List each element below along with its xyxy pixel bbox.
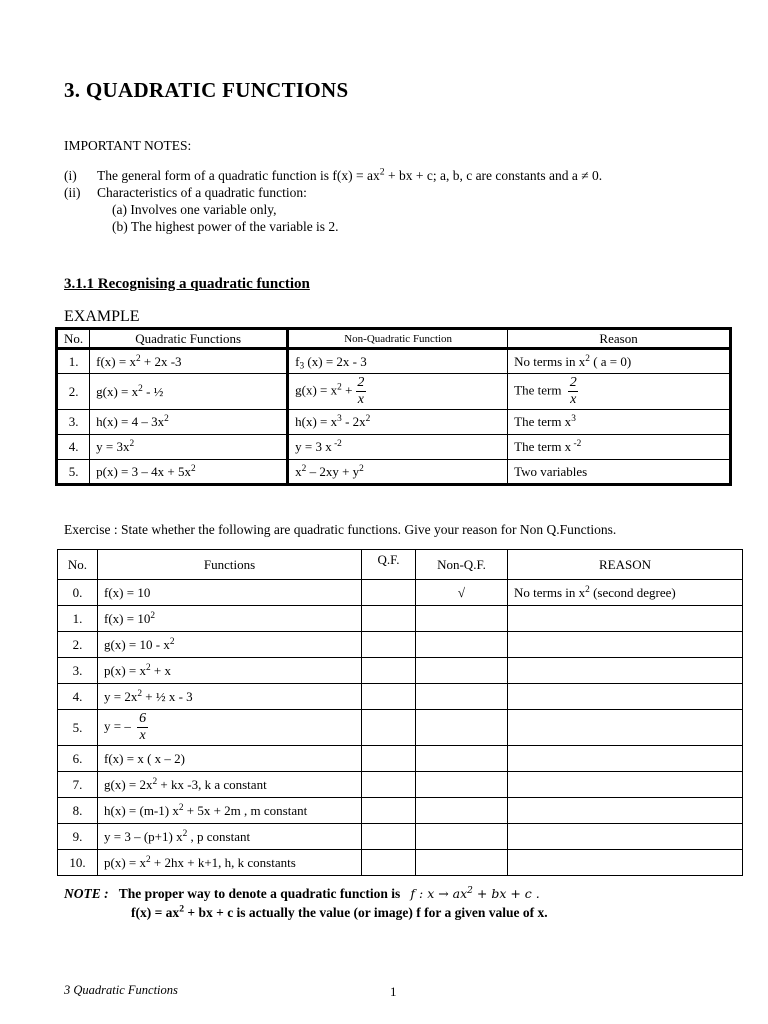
note-i-number: (i) — [64, 168, 77, 183]
quadratic-cell: $f(x) = x^2 + 2x$ -3 — [90, 349, 288, 374]
page-title: 3. QUADRATIC FUNCTIONS — [64, 78, 349, 102]
fraction: $\frac{2}{x}$ — [569, 375, 577, 407]
note-ii-number: (ii) — [64, 185, 81, 200]
function-cell: $p(x) = x^2 + x$ — [98, 658, 362, 684]
qf-answer-cell[interactable] — [362, 684, 416, 710]
qf-answer-cell[interactable] — [362, 658, 416, 684]
header-non-quadratic: Non-Quadratic Function — [288, 329, 508, 349]
reason-cell: The term $x^3$ — [508, 410, 731, 435]
page-number: 1 — [390, 984, 397, 999]
quadratic-cell: $p(x) = 3 - 4x + 5x^2$ — [90, 460, 288, 485]
header-functions: Functions — [98, 550, 362, 580]
exercise-table — [57, 549, 743, 876]
non-qf-answer-cell[interactable] — [416, 710, 508, 746]
header-reason: REASON — [508, 550, 743, 580]
header-reason: Reason — [508, 329, 731, 349]
reason-answer-cell[interactable] — [508, 710, 743, 746]
reason-cell: No terms in $x^2$ ( a = 0) — [508, 349, 731, 374]
non-qf-answer-cell[interactable] — [416, 684, 508, 710]
reason-answer-cell[interactable] — [508, 798, 743, 824]
reason-answer-cell[interactable] — [508, 772, 743, 798]
table-row: 3. $p(x) = x^2 + x$ — [58, 658, 743, 684]
table-row: 5. y = – $\frac{6}{x}$ — [58, 710, 743, 746]
qf-answer-cell[interactable] — [362, 746, 416, 772]
example-table — [55, 327, 732, 486]
reason-answer-cell[interactable] — [508, 824, 743, 850]
function-cell: h(x) = (m-1) $x^2 + 5x + 2m$ , m constant — [98, 798, 362, 824]
non-qf-answer-cell[interactable] — [416, 658, 508, 684]
notes-heading: IMPORTANT NOTES: — [64, 138, 192, 153]
qf-answer-cell[interactable] — [362, 798, 416, 824]
qf-answer-cell[interactable] — [362, 850, 416, 876]
note-label: NOTE : — [64, 886, 109, 901]
table-row: 4. $y = 2x^2$ + ½ x - 3 — [58, 684, 743, 710]
quadratic-cell: $h(x) = 4 - 3x^2$ — [90, 410, 288, 435]
table-row: 9. y = 3 – (p+1) $x^2$ , p constant — [58, 824, 743, 850]
non-quadratic-cell: $g(x) = x^2$ + $\frac{2}{x}$ — [288, 374, 508, 410]
exercise-instruction: Exercise : State whether the following are quadratic functions. Give your reason for Non Q.Functions. — [64, 522, 617, 537]
table-row: 5. $p(x) = 3 - 4x + 5x^2$ $x^2 - 2xy + y^2$ Two variables — [57, 460, 731, 485]
header-qf: Q.F. — [362, 550, 416, 580]
qf-answer-cell[interactable] — [362, 606, 416, 632]
function-cell: $p(x) = x^2 + 2hx + k+1$, h, k constants — [98, 850, 362, 876]
section-heading: 3.1.1 Recognising a quadratic function — [64, 276, 310, 292]
function-cell: $g(x) = 2x^2$ + kx -3, k a constant — [98, 772, 362, 798]
reason-answer-cell[interactable] — [508, 684, 743, 710]
note-i — [64, 168, 602, 184]
table-row: 6. f(x) = x ( x – 2) — [58, 746, 743, 772]
reason-answer-cell[interactable]: No terms in $x^2$ (second degree) — [508, 580, 743, 606]
qf-answer-cell[interactable] — [362, 824, 416, 850]
non-qf-answer-cell[interactable] — [416, 746, 508, 772]
reason-answer-cell[interactable] — [508, 746, 743, 772]
non-quadratic-cell: y = 3 x $^{-2}$ — [288, 435, 508, 460]
non-qf-answer-cell[interactable] — [416, 850, 508, 876]
non-qf-answer-cell[interactable]: √ — [416, 580, 508, 606]
note-ii-text: Characteristics of a quadratic function: — [97, 185, 307, 200]
example-table-header — [57, 329, 731, 349]
reason-cell: The term $\frac{2}{x}$ — [508, 374, 731, 410]
function-cell: $f(x) = 10^2$ — [98, 606, 362, 632]
function-cell: $y = 2x^2$ + ½ x - 3 — [98, 684, 362, 710]
header-quadratic: Quadratic Functions — [90, 329, 288, 349]
reason-answer-cell[interactable] — [508, 850, 743, 876]
qf-answer-cell[interactable] — [362, 710, 416, 746]
function-notation: f : $x \to ax^2$ + bx + c . — [410, 886, 540, 901]
footer-title: 3 Quadratic Functions — [64, 983, 178, 997]
exercise-table-header — [58, 550, 743, 580]
non-qf-answer-cell[interactable] — [416, 632, 508, 658]
function-cell: f(x) = 10 — [98, 580, 362, 606]
header-no: No. — [57, 329, 90, 349]
non-quadratic-cell: $x^2 - 2xy + y^2$ — [288, 460, 508, 485]
table-row: 10. $p(x) = x^2 + 2hx + k+1$, h, k constants — [58, 850, 743, 876]
fraction: $\frac{6}{x}$ — [139, 711, 147, 743]
reason-answer-cell[interactable] — [508, 606, 743, 632]
table-row: 2. $g(x) = 10 - x^2$ — [58, 632, 743, 658]
non-qf-answer-cell[interactable] — [416, 772, 508, 798]
qf-answer-cell[interactable] — [362, 580, 416, 606]
qf-answer-cell[interactable] — [362, 632, 416, 658]
note-ii — [64, 185, 307, 201]
quadratic-cell: $g(x) = x^2$ - ½ — [90, 374, 288, 410]
reason-answer-cell[interactable] — [508, 632, 743, 658]
reason-cell: The term x $^{-2}$ — [508, 435, 731, 460]
table-row: 1. $f(x) = 10^2$ — [58, 606, 743, 632]
function-cell: $g(x) = 10 - x^2$ — [98, 632, 362, 658]
note-ii-b: (b) The highest power of the variable is 2. — [112, 219, 339, 234]
note-line-1: NOTE : The proper way to denote a quadratic function is f : $x \to ax^2$ + bx + c . — [64, 886, 540, 901]
non-qf-answer-cell[interactable] — [416, 606, 508, 632]
function-cell: y = 3 – (p+1) $x^2$ , p constant — [98, 824, 362, 850]
table-row: 3. $h(x) = 4 - 3x^2$ $h(x) = x^3 - 2x^2$ The term $x^3$ — [57, 410, 731, 435]
function-cell: y = – $\frac{6}{x}$ — [98, 710, 362, 746]
table-row: 2. $g(x) = x^2$ - ½ $g(x) = x^2$ + $\frac{2}{x}$ The term $\frac{2}{x}$ — [57, 374, 731, 410]
table-row: 4. $y = 3x^2$ y = 3 x $^{-2}$ The term x $^{-2}$ — [57, 435, 731, 460]
function-cell: f(x) = x ( x – 2) — [98, 746, 362, 772]
table-row: 1. $f(x) = x^2 + 2x$ -3 $f_3$ (x) = 2x - 3 No terms in $x^2$ ( a = 0) — [57, 349, 731, 374]
quadratic-cell: $y = 3x^2$ — [90, 435, 288, 460]
reason-answer-cell[interactable] — [508, 658, 743, 684]
table-row: 7. $g(x) = 2x^2$ + kx -3, k a constant — [58, 772, 743, 798]
non-qf-answer-cell[interactable] — [416, 824, 508, 850]
header-no: No. — [58, 550, 98, 580]
example-label: EXAMPLE — [64, 308, 140, 325]
note-ii-a: (a) Involves one variable only, — [112, 202, 277, 217]
reason-cell: Two variables — [508, 460, 731, 485]
note-i-text: The general form of a quadratic function is $f(x) = ax^2$ + bx + c; a, b, c are constants and a ≠ 0. — [97, 166, 603, 183]
non-quadratic-cell: $f_3$ (x) = 2x - 3 — [288, 349, 508, 374]
note-line-2: $f(x) = ax^2$ + bx + c is actually the value (or image) f for a given value of x. — [131, 903, 548, 920]
table-row: 0. f(x) = 10 √ No terms in $x^2$ (second degree) — [58, 580, 743, 606]
qf-answer-cell[interactable] — [362, 772, 416, 798]
fraction: $\frac{2}{x}$ — [357, 375, 365, 407]
header-non-qf: Non-Q.F. — [416, 550, 508, 580]
non-qf-answer-cell[interactable] — [416, 798, 508, 824]
non-quadratic-cell: $h(x) = x^3 - 2x^2$ — [288, 410, 508, 435]
table-row: 8. h(x) = (m-1) $x^2 + 5x + 2m$ , m constant — [58, 798, 743, 824]
